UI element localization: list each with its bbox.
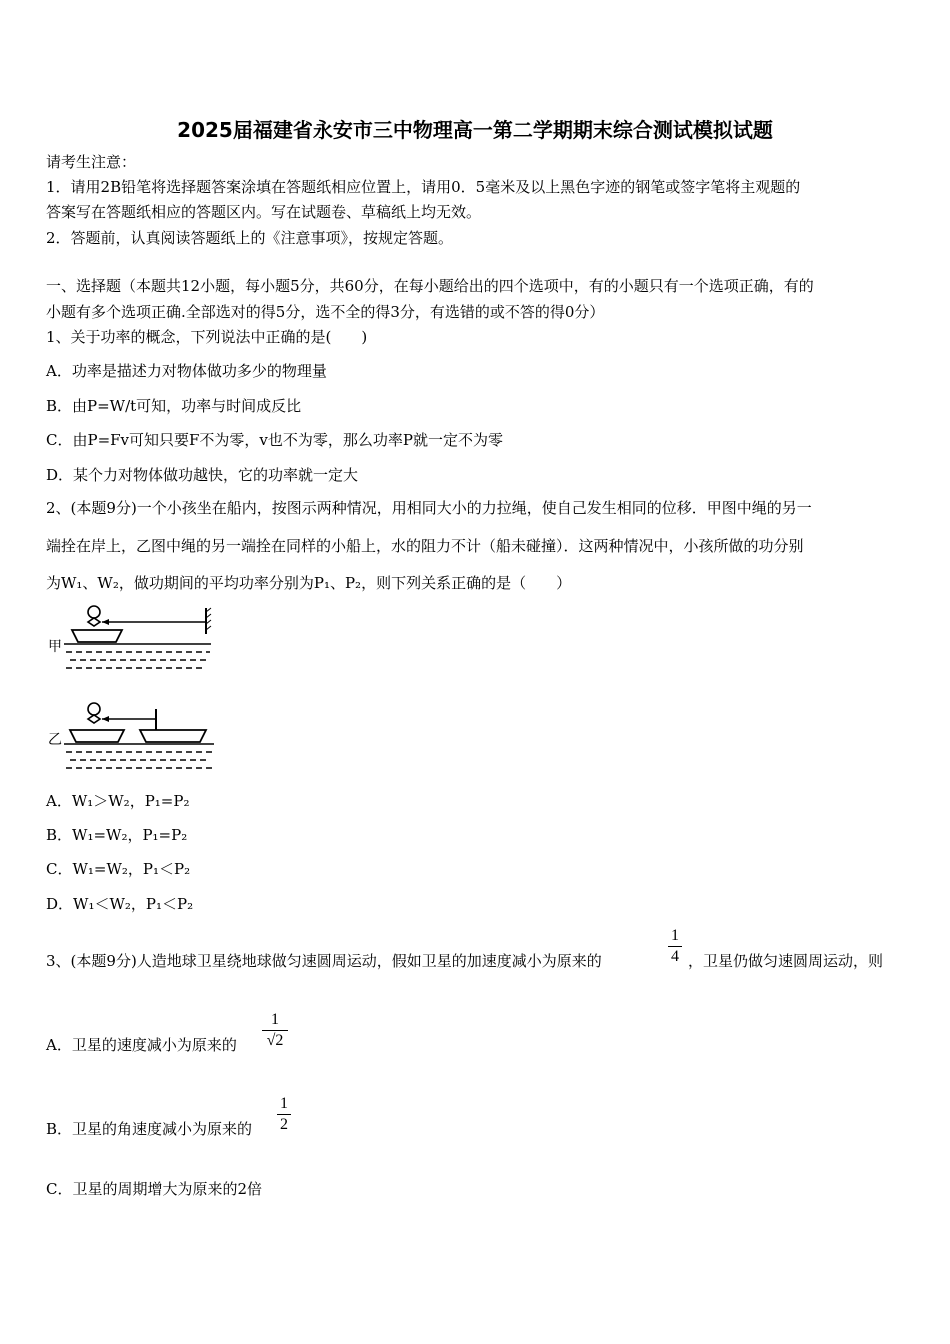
- fraction-numerator: 1: [671, 927, 679, 944]
- child-head-icon: [88, 606, 100, 618]
- q2-option-d: D．W₁＜W₂，P₁＜P₂: [46, 895, 194, 913]
- boat-left-icon: [70, 730, 124, 742]
- q2-stem-line-2: 端拴在岸上，乙图中绳的另一端拴在同样的小船上，水的阻力不计（船未碰撞）．这两种情况中，小孩所做的功分别: [46, 537, 804, 555]
- q1-stem: 1、关于功率的概念，下列说法中正确的是( ): [46, 328, 368, 346]
- q1-option-d: D．某个力对物体做功越快，它的功率就一定大: [46, 466, 359, 484]
- figure-yi: [46, 698, 221, 773]
- child-body-icon: [88, 715, 100, 723]
- q3-option-b: B．卫星的角速度减小为原来的: [46, 1120, 253, 1138]
- q1-option-a: A．功率是描述力对物体做功多少的物理量: [46, 362, 327, 380]
- notice-line-1a: 1．请用2B铅笔将选择题答案涂填在答题纸相应位置上，请用0．5毫米及以上黑色字迹的钢笔或签字笔将主观题的: [46, 178, 801, 196]
- notice-line-1b: 答案写在答题纸相应的答题区内。写在试题卷、草稿纸上均无效。: [46, 203, 482, 221]
- q1-option-c: C．由P=Fv可知只要F不为零，v也不为零，那么功率P就一定不为零: [46, 431, 503, 449]
- q2-option-c: C．W₁=W₂，P₁＜P₂: [46, 860, 191, 878]
- notice-heading: 请考生注意：: [46, 153, 137, 171]
- page-title: 2025届福建省永安市三中物理高一第二学期期末综合测试模拟试题: [177, 118, 773, 142]
- figure-jia: [46, 600, 216, 675]
- fraction-denominator: 4: [671, 948, 679, 965]
- section-heading-line-2: 小题有多个选项正确.全部选对的得5分，选不全的得3分，有选错的或不答的得0分）: [46, 303, 605, 321]
- arrow-icon: [102, 716, 109, 722]
- q2-option-b: B．W₁=W₂，P₁=P₂: [46, 826, 188, 844]
- fraction-denominator: √2: [266, 1032, 284, 1049]
- q3-stem-fraction: [668, 927, 682, 966]
- figure-jia-label: 甲: [48, 639, 62, 655]
- figure-yi-label: 乙: [48, 732, 62, 748]
- boat-icon: [72, 630, 122, 642]
- q3-stem-before: 3、(本题9分)人造地球卫星绕地球做匀速圆周运动，假如卫星的加速度减小为原来的: [46, 952, 602, 970]
- q3-option-b-fraction: [277, 1095, 291, 1134]
- arrow-icon: [102, 619, 109, 625]
- fraction-numerator: 1: [280, 1095, 288, 1112]
- q3-stem-after: ，卫星仍做匀速圆周运动，则: [688, 952, 884, 970]
- section-heading-line-1: 一、选择题（本题共12小题，每小题5分，共60分，在每小题给出的四个选项中，有的小题只有一个选项正确，有的: [46, 277, 814, 295]
- q2-stem-line-1: 2、(本题9分)一个小孩坐在船内，按图示两种情况，用相同大小的力拉绳，使自己发生相同的位移．甲图中绳的另一: [46, 499, 812, 517]
- q1-option-b: B．由P=W/t可知，功率与时间成反比: [46, 397, 302, 415]
- child-head-icon: [88, 703, 100, 715]
- q3-option-c: C．卫星的周期增大为原来的2倍: [46, 1180, 263, 1198]
- q2-stem-line-3: 为W₁、W₂，做功期间的平均功率分别为P₁、P₂，则下列关系正确的是（ ）: [46, 574, 572, 592]
- q2-option-a: A．W₁＞W₂，P₁=P₂: [46, 792, 190, 810]
- q3-option-a: A．卫星的速度减小为原来的: [46, 1036, 237, 1054]
- q3-option-a-fraction: [262, 1011, 288, 1050]
- fraction-denominator: 2: [280, 1116, 288, 1133]
- boat-right-icon: [140, 730, 206, 742]
- fraction-numerator: 1: [271, 1011, 279, 1028]
- child-body-icon: [88, 618, 100, 626]
- notice-line-2: 2．答题前，认真阅读答题纸上的《注意事项》，按规定答题。: [46, 229, 454, 247]
